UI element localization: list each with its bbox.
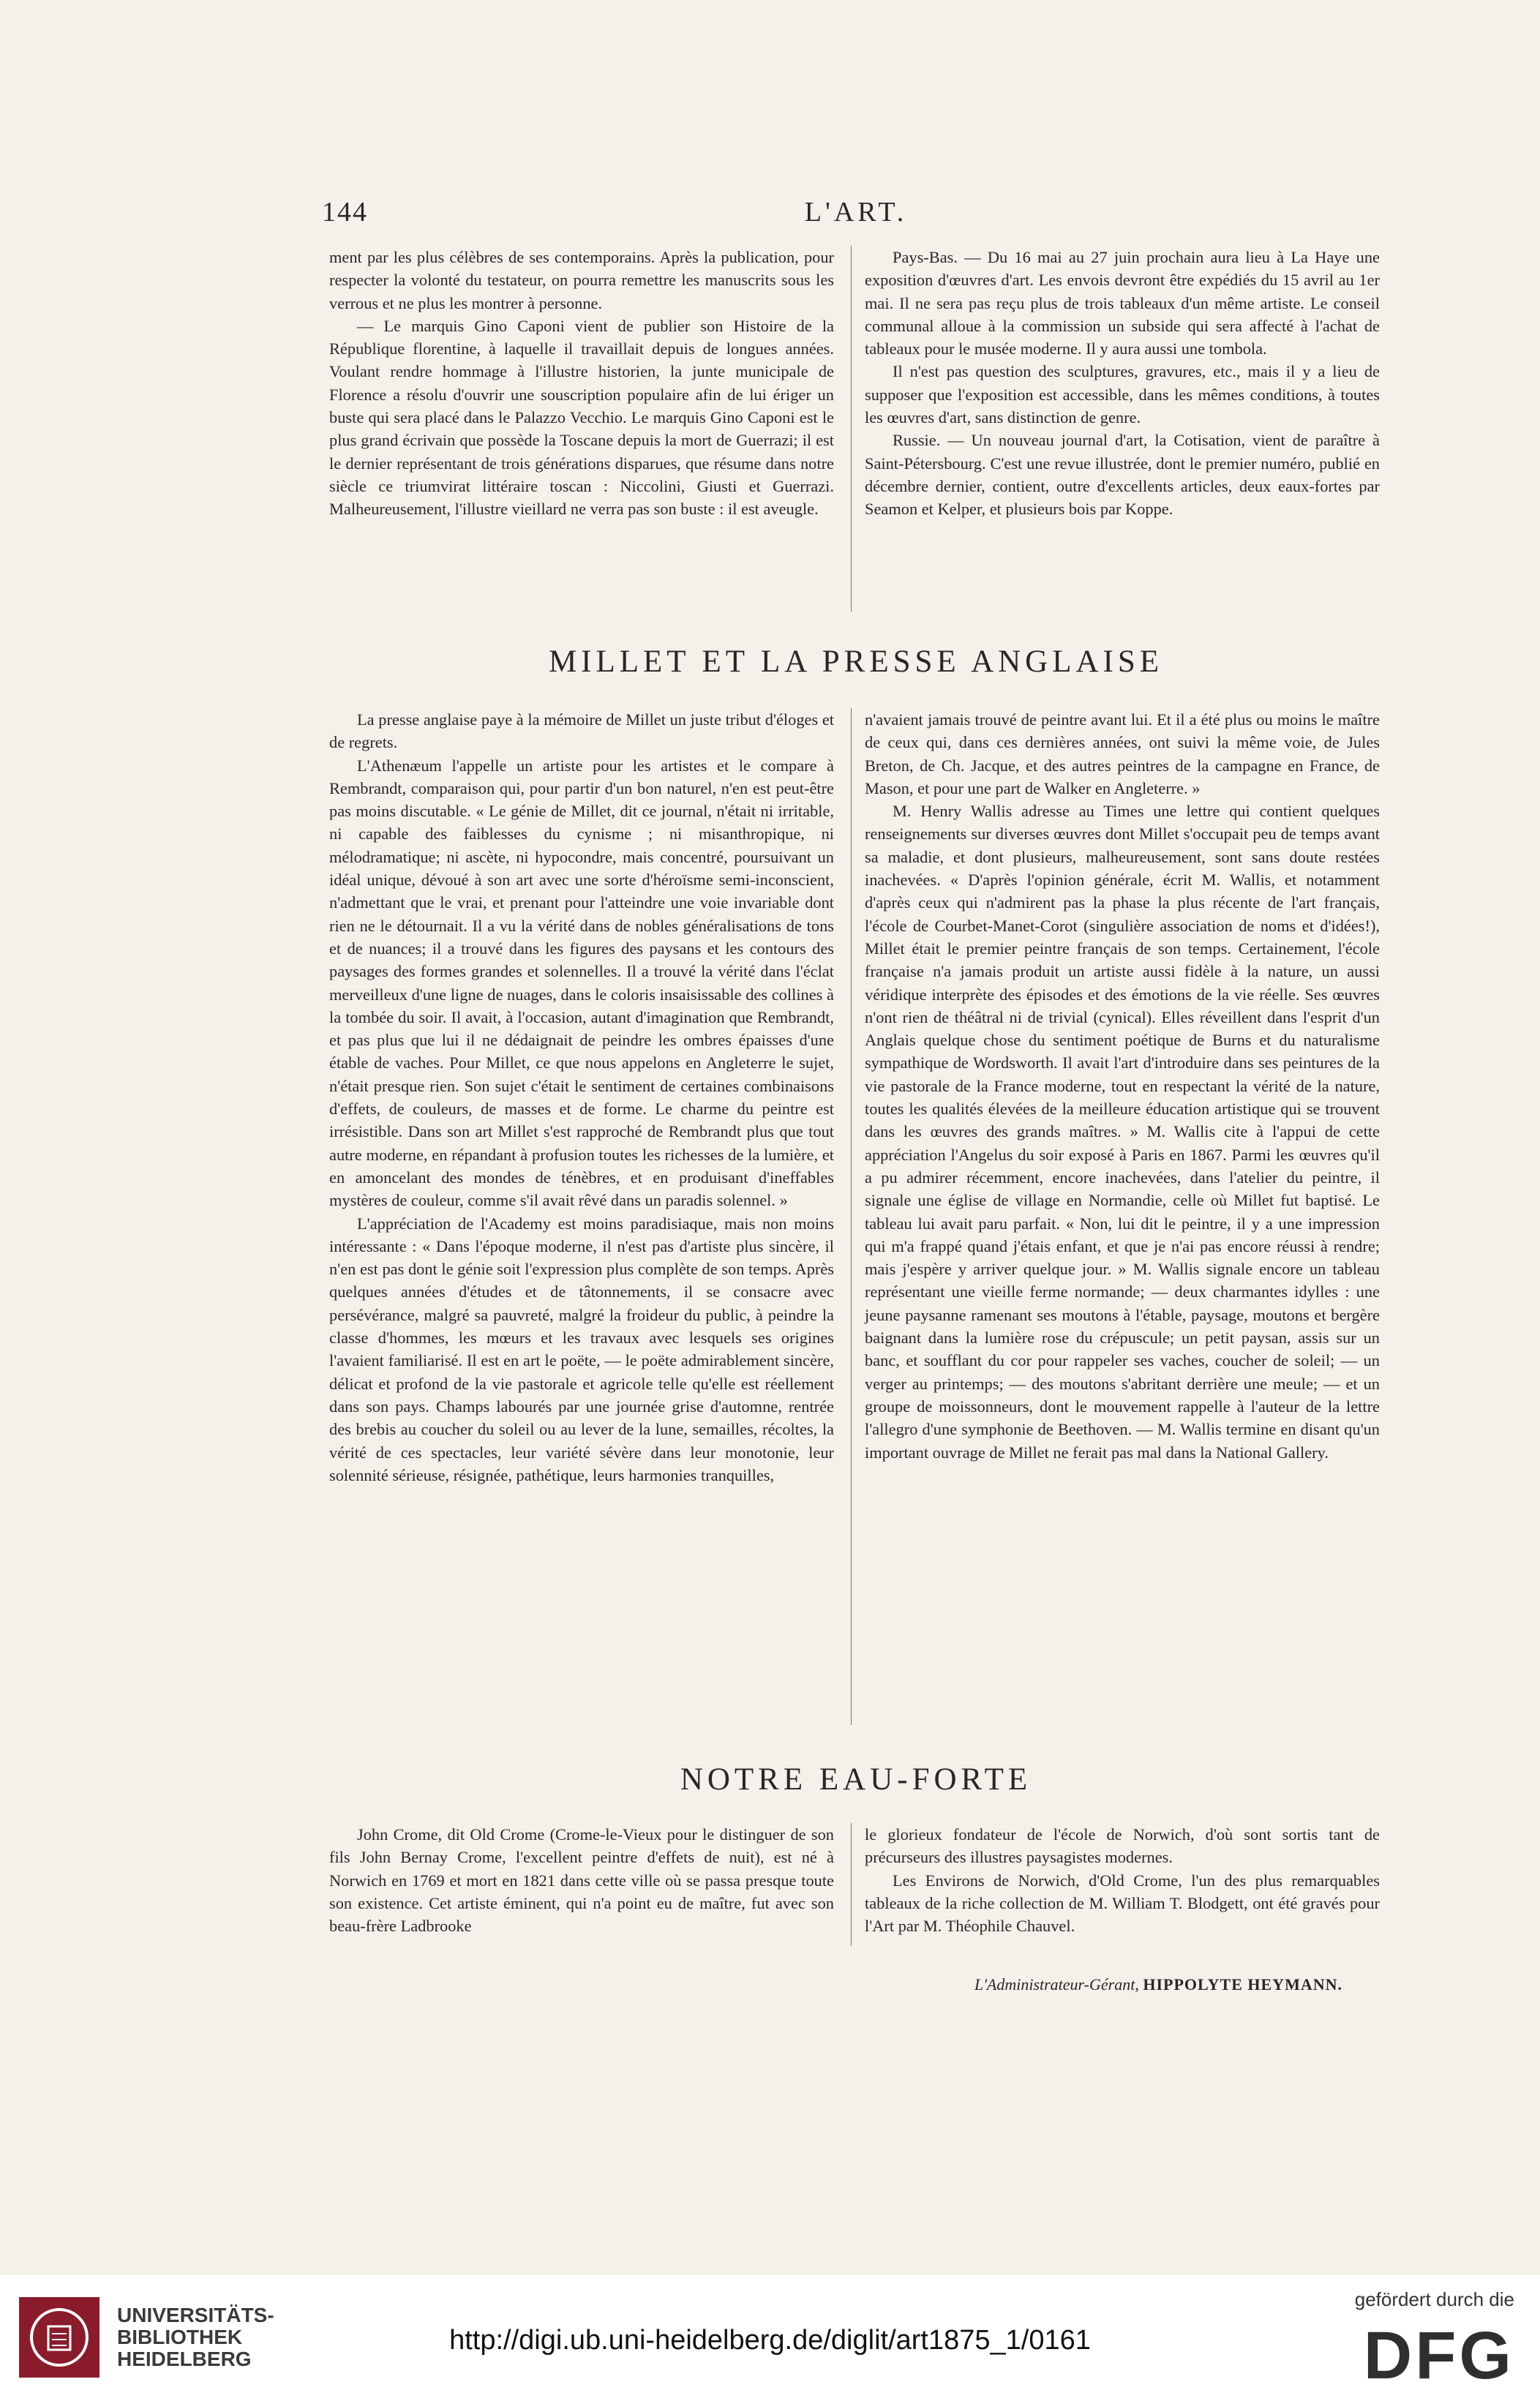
signature-role: L'Administrateur-Gérant, — [974, 1975, 1139, 1994]
paragraph: L'appréciation de l'Academy est moins paradisiaque, mais non moins intéressante : « Dans l'époque moderne, il n'est pas d'artiste plus sincère, il n'en est pas dont le génie soit l'expression plus complète de son temps. Après quelques années d'études et de tâtonnements, il se consacre avec persévérance, malgré sa pauvreté, malgré la froideur du public, à peindre la classe d'hommes, les mœurs et les travaux avec lesquels ses origines l'avaient familiarisé. Il est en art le poëte, — le poëte admirablement sincère, délicat et profond de la vie pastorale et agricole telle qu'elle est réellement dans son pays. Champs labourés par une journée grise d'automne, rentrée des brebis au coucher du soleil ou au lever de la lune, semailles, récoltes, la vérité de ces spectacles, leur variété sévère dans leur monotonie, leur solennité sérieuse, résignée, pathétique, leurs harmonies tranquilles, — [329, 1214, 834, 1484]
page-number: 144 — [322, 197, 368, 228]
paragraph: Pays-Bas. — Du 16 mai au 27 juin prochain aura lieu à La Haye une exposition d'œuvres d'art. Les envois devront être expédiés du 15 avril au 1er mai. Il ne sera pas reçu plus de trois tableaux d'un même artiste. Le conseil communal alloue à la commission un subside qui sera affecté à l'achat de tableaux pour le musée moderne. Il y aura aussi une tombola. — [865, 248, 1380, 358]
eau-forte-right-column — [865, 1823, 1380, 1937]
signature — [974, 1975, 1342, 1994]
running-title: L'ART. — [804, 197, 908, 228]
dfg-logo: DFG — [1363, 2318, 1514, 2393]
paragraph: John Crome, dit Old Crome (Crome-le-Vieux pour le distinguer de son fils John Bernay Crome, l'excellent peintre d'effets de nuit), est né à Norwich en 1769 et mort en 1821 dans cette ville où se passa presque toute son existence. Cet artiste éminent, qui n'a point eu de maître, fut avec son beau-frère Ladbrooke — [329, 1825, 834, 1936]
paragraph: L'Athenæum l'appelle un artiste pour les artistes et le compare à Rembrandt, comparaison qui, pour partir d'un bon naturel, n'en est peut-être pas moins discutable. « Le génie de Millet, dit ce journal, n'était ni irritable, ni capable des faiblesses du cynisme ; ni misanthropique, ni mélodramatique; ni ascète, ni hypocondre, mais concentré, poursuivant un idéal unique, dévoué à son art avec une sorte d'héroïsme semi-inconscient, n'admettant que le vrai, et prenant pour l'atteindre une voie invariable dont rien ne le détournait. Il a vu la vérité dans de nobles généralisations de tons et de nuances; il a trouvé dans les figures des paysans et les contours des paysages des formes grandes et solennelles. Il a trouvé la vérité dans l'éclat merveilleux d'une ligne de nuages, dans le coloris insaisissable des collines à la tombée du soir. Il avait, à l'occasion, autant d'imagination que Rembrandt, et pas plus que lui il ne dédaignait de peindre les ombres épaisses d'une étable de vaches. Pour Millet, ce que nous appelons en Angleterre le sujet, n'était presque rien. Son sujet c'était le sentiment de certaines combinaisons d'effets, de couleurs, de masses et de forme. Le charme du peintre est irrésistible. Dans son art Millet s'est rapproché de Rembrandt plus que tout autre moderne, en répandant à profusion toutes les richesses de la lumière, et en amoncelant des mondes de ténèbres, et en produisant d'ineffables mystères de couleur, comme s'il avait rêvé dans un paradis solennel. » — [329, 756, 834, 1210]
signature-name: HIPPOLYTE HEYMANN. — [1143, 1975, 1342, 1994]
paragraph: ment par les plus célèbres de ses contemporains. Après la publication, pour respecter la volonté du testateur, on pourra remettre les manuscrits sous les verrous et ne plus les montrer à personne. — [329, 248, 834, 312]
source-url[interactable]: http://digi.ub.uni-heidelberg.de/diglit/art1875_1/0161 — [449, 2325, 1091, 2356]
paragraph: M. Henry Wallis adresse au Times une lettre qui contient quelques renseignements sur diverses œuvres dont Millet s'occupait peu de temps avant sa maladie, et dont plusieurs, malheureusement, sont sans doute restées inachevées. « D'après l'opinion générale, écrit M. Wallis, et notamment d'après ceux qui n'admirent pas la phase la plus récente de l'art français, l'école de Courbet-Manet-Corot (singulière association de noms et d'idées!), Millet était le premier peintre français de son temps. Certainement, l'école française n'a jamais produit un artiste aussi fidèle à la nature, un aussi véridique interprète des épisodes et des émotions de la vie réelle. Ses œuvres n'ont rien de théâtral ni de trivial (cynical). Elles réveillent dans l'esprit d'un Anglais quelque chose du sentiment poétique de Burns et du naturalisme sympathique de Wordsworth. Il avait l'art d'introduire dans ses peintures de la vie pastorale de la France moderne, tout en respectant la vérité de la nature, toutes les qualités élevées de la meilleure éducation artistique qui se trouvent dans les œuvres des grands maîtres. » M. Wallis cite à l'appui de cette appréciation l'Angelus du soir exposé à Paris en 1867. Parmi les œuvres qu'il a pu admirer récemment, encore inachevées, dans l'atelier du peintre, il signale une église de village en Normandie, celle où Millet fut baptisé. Le tableau lui avait paru parfait. « Non, lui dit le peintre, il y a une impression qui m'a frappé quand j'étais enfant, et que je n'ai pas encore réussi à rendre; mais j'espère y arriver quelque jour. » M. Wallis signale encore un tableau représentant une vieille ferme normande; — deux charmantes idylles : une jeune paysanne ramenant ses moutons à l'étable, paysage, moutons et bergère baignant dans la lumière rose du crépuscule; un petit paysan, assis sur un banc, et soufflant du cor pour rappeler ses vaches, coucher de soleil; — un verger au printemps; — des moutons s'abritant derrière une meule; — et un groupe de moissonneurs, dont le mouvement rappelle à l'auteur de la lettre l'allegro d'une symphonie de Beethoven. — M. Wallis termine en disant qu'un important ouvrage de Millet ne ferait pas mal dans la National Gallery. — [865, 802, 1380, 1462]
page-header — [322, 196, 1390, 240]
top-right-column — [865, 246, 1380, 521]
millet-right-column — [865, 708, 1380, 1464]
footer-bar — [0, 2275, 1540, 2401]
top-left-column — [329, 246, 834, 521]
paragraph: Il n'est pas question des sculptures, gravures, etc., mais il y a lieu de supposer que l'exposition est accessible, dans les mêmes conditions, à toutes les œuvres d'art, sans distinction de genre. — [865, 362, 1380, 427]
paragraph: Russie. — Un nouveau journal d'art, la Cotisation, vient de paraître à Saint-Pétersbourg. C'est une revue illustrée, dont le premier numéro, publié en décembre dernier, contient, outre d'excellents articles, deux eaux-fortes par Seamon et Kelper, et plusieurs bois par Koppe. — [865, 431, 1380, 519]
section-title-millet: MILLET ET LA PRESSE ANGLAISE — [548, 645, 1164, 679]
paragraph: Les Environs de Norwich, d'Old Crome, l'un des plus remarquables tableaux de la riche collection de M. William T. Blodgett, ont été gravés pour l'Art par M. Théophile Chauvel. — [865, 1871, 1380, 1936]
millet-left-column — [329, 708, 834, 1487]
paragraph: n'avaient jamais trouvé de peintre avant lui. Et il a été plus ou moins le maître de ceux qui, dans ces dernières années, ont suivi la même voie, de Jules Breton, de Ch. Jacque, et des autres peintres de la campagne en France, de Mason, et pour une part de Walker en Angleterre. » — [865, 710, 1380, 797]
paragraph: — Le marquis Gino Caponi vient de publier son Histoire de la République florentine, à laquelle il travaillait depuis de longues années. Voulant rendre hommage à l'illustre historien, la junte municipale de Florence a résolu d'ouvrir une souscription populaire afin de lui ériger un buste qui sera placé dans le Palazzo Vecchio. Le marquis Gino Caponi est le plus grand écrivain que possède la Toscane depuis la mort de Guerrazi; il est le dernier représentant de trois générations disparues, que résume dans notre siècle ce triumvirat littéraire toscan : Niccolini, Giusti et Guerrazi. Malheureusement, l'illustre vieillard ne verra pas son buste : il est aveugle. — [329, 316, 834, 519]
eau-forte-left-column — [329, 1823, 834, 1937]
column-rule — [851, 708, 852, 1725]
paragraph: le glorieux fondateur de l'école de Norwich, d'où sont sortis tant de précurseurs des illustres paysagistes modernes. — [865, 1825, 1380, 1867]
column-rule — [851, 246, 852, 612]
section-title-eau-forte: NOTRE EAU-FORTE — [680, 1762, 1032, 1797]
library-name: UNIVERSITÄTS- BIBLIOTHEK HEIDELBERG — [117, 2304, 274, 2370]
funded-by-label: gefördert durch die — [1354, 2288, 1514, 2310]
paragraph: La presse anglaise paye à la mémoire de Millet un juste tribut d'éloges et de regrets. — [329, 710, 834, 752]
column-rule — [851, 1823, 852, 1946]
